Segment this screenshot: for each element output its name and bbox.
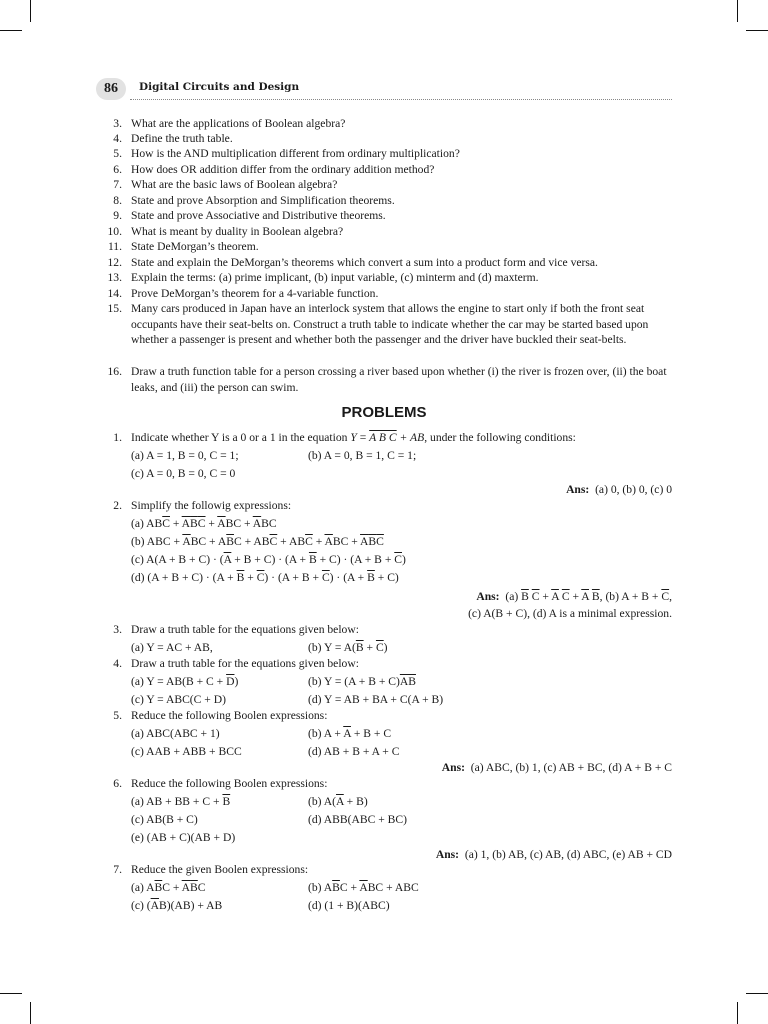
problem-5-option-a: (a) ABC(ABC + 1): [131, 727, 220, 740]
problem-number: 6.: [113, 777, 122, 790]
problem-5-text: Reduce the following Boolen expressions:: [131, 709, 328, 722]
problem-number: 1.: [113, 431, 122, 444]
question-item: 16. Draw a truth function table for a person crossing a river based upon whether (i) the river is frozen over, (ii) the boat leaks, and (iii) the person can swim.: [107, 365, 667, 394]
problem-number: 3.: [113, 623, 122, 636]
question-item: 3. What are the applications of Boolean algebra?: [113, 117, 346, 130]
problem-4-option-d: (d) Y = AB + BA + C(A + B): [308, 693, 444, 706]
crop-mark: [737, 1002, 738, 1024]
question-item: 9. State and prove Associative and Distributive theorems.: [113, 209, 386, 222]
problem-1-answer: Ans: (a) 0, (b) 0, (c) 0: [566, 483, 672, 496]
question-item: 14. Prove DeMorgan’s theorem for a 4-variable function.: [107, 287, 379, 300]
problem-4-option-a: (a) $Y = AB(B + C + \overline{D})$: [131, 675, 239, 688]
problem-2-option-b: (b) ABC + $\overline{A}BC + A\overline{B}C + AB\overline{C} + AB\overline{C} + \overline{A}BC + \overline{A}\overline{B}\overline{C}$: [131, 535, 384, 548]
problem-6-option-a: (a) AB + BB + $C + \overline{B}$: [131, 795, 231, 808]
problem-7-text: Reduce the given Boolen expressions:: [131, 863, 309, 876]
problem-7-option-b: (b) $A\overline{B}C + \overline{A}BC$ + ABC: [308, 881, 419, 894]
book-title: Digital Circuits and Design: [139, 81, 300, 93]
question-item: 6. How does OR addition differ from the ordinary addition method?: [113, 163, 435, 176]
problem-4-option-c: (c) Y = ABC(C + D): [131, 693, 226, 706]
question-item: 5. How is the AND multiplication different from ordinary multiplication?: [113, 147, 460, 160]
crop-mark: [0, 30, 22, 31]
crop-mark: [737, 0, 738, 22]
question-item: 15. Many cars produced in Japan have an interlock system that allows the engine to start only if both the front seat occupants have their seat-belts on. Construct a truth table to indicate whether the car may be started based upon whether a passenger is present and whether both the passenger and the driver have buckled their seat-belts.: [107, 302, 649, 346]
question-item: 10. What is meant by duality in Boolean algebra?: [107, 225, 344, 238]
question-item: 7. What are the basic laws of Boolean algebra?: [113, 178, 338, 191]
problem-number: 4.: [113, 657, 122, 670]
problem-number: 5.: [113, 709, 122, 722]
question-item: 13. Explain the terms: (a) prime implicant, (b) input variable, (c) minterm and (d) maxterm.: [107, 271, 539, 284]
question-item: 4. Define the truth table.: [113, 132, 233, 145]
crop-mark: [746, 30, 768, 31]
problem-5-option-c: (c) AAB + ABB + BCC: [131, 745, 242, 758]
problem-2-option-a: (a) $AB\overline{C} + \overline{A}\overline{B}\overline{C} + \overline{A}BC + \overline{A}BC$: [131, 517, 277, 530]
problem-1-option-b: (b) A = 0, B = 1, C = 1;: [308, 449, 417, 462]
problem-3-option-b: (b) $Y = A(\overline{B} + \overline{C})$: [308, 641, 388, 654]
problems-heading: PROBLEMS: [341, 404, 427, 421]
problem-1-text: Indicate whether Y is a 0 or a 1 in the equation Y = A B C + AB, under the following conditions:: [131, 431, 576, 444]
problem-6-option-d: (d) ABB(ABC + BC): [308, 813, 407, 826]
problem-number: 7.: [113, 863, 122, 876]
question-item: 12. State and explain the DeMorgan’s theorems which convert a sum into a product form and vice versa.: [107, 256, 598, 269]
header-rule: [130, 99, 672, 100]
problem-6-text: Reduce the following Boolen expressions:: [131, 777, 328, 790]
problem-2-option-d: (d) $(A + B + C) \cdot (A + \overline{B} + \overline{C}) \cdot (A + B + \overline{C}) \cdot (A + \overline{B} + C)$: [131, 571, 399, 584]
problem-3-option-a: (a) Y = AC + AB,: [131, 641, 213, 654]
problem-5-answer: Ans: (a) ABC, (b) 1, (c) AB + BC, (d) A + B + C: [441, 761, 672, 774]
page-header: [96, 76, 672, 102]
problem-1-option-c: (c) A = 0, B = 0, C = 0: [131, 467, 236, 480]
problem-6-option-c: (c) AB(B + C): [131, 813, 198, 826]
problem-2-option-c: (c) $A(A + B + C) \cdot (\overline{A} + B + C) \cdot (A + \overline{B} + C) \cdot (A + B + \overline{C})$: [131, 553, 406, 566]
problem-3-text: Draw a truth table for the equations given below:: [131, 623, 359, 636]
problem-2-answer-cont: (c) A(B + C), (d) A is a minimal expression.: [468, 607, 672, 620]
question-item: 8. State and prove Absorption and Simplification theorems.: [113, 194, 395, 207]
problem-2-answer: Ans: (a) $\overline{B}$ $\overline{C} + \overline{A}$ $\overline{C} + \overline{A}$ $\overline{B}$, (b) $A + B + \overline{C}$,: [476, 590, 672, 603]
crop-mark: [30, 0, 31, 22]
crop-mark: [0, 993, 22, 994]
problem-6-answer: Ans: (a) 1, (b) AB, (c) AB, (d) ABC, (e) AB + CD: [435, 848, 672, 861]
problem-2-text: Simplify the followig expressions:: [131, 499, 292, 512]
problem-number: 2.: [113, 499, 122, 512]
problem-4-text: Draw a truth table for the equations given below:: [131, 657, 359, 670]
question-item: 11. State DeMorgan’s theorem.: [107, 240, 259, 253]
problem-7-option-c: (c) $(\overline{A}B)(AB)$ + AB: [131, 899, 223, 912]
crop-mark: [746, 993, 768, 994]
problem-5-option-b: (b) $A + \overline{A} + B + C$: [308, 727, 392, 740]
problem-7-option-d: (d) (1 + B)(ABC): [308, 899, 390, 912]
problem-7-option-a: (a) $A\overline{B}C + \overline{A}\overline{B}C$: [131, 881, 206, 894]
page-number: 86: [96, 78, 126, 100]
problem-6-option-e: (e) (AB + C)(AB + D): [131, 831, 236, 844]
problem-6-option-b: (b) $A(\overline{A} + B)$: [308, 795, 368, 808]
problem-4-option-b: (b) $Y = (A + B + C)\overline{AB}$: [308, 675, 416, 688]
problem-5-option-d: (d) AB + B + A + C: [308, 745, 400, 758]
problem-1-option-a: (a) A = 1, B = 0, C = 1;: [131, 449, 239, 462]
crop-mark: [30, 1002, 31, 1024]
